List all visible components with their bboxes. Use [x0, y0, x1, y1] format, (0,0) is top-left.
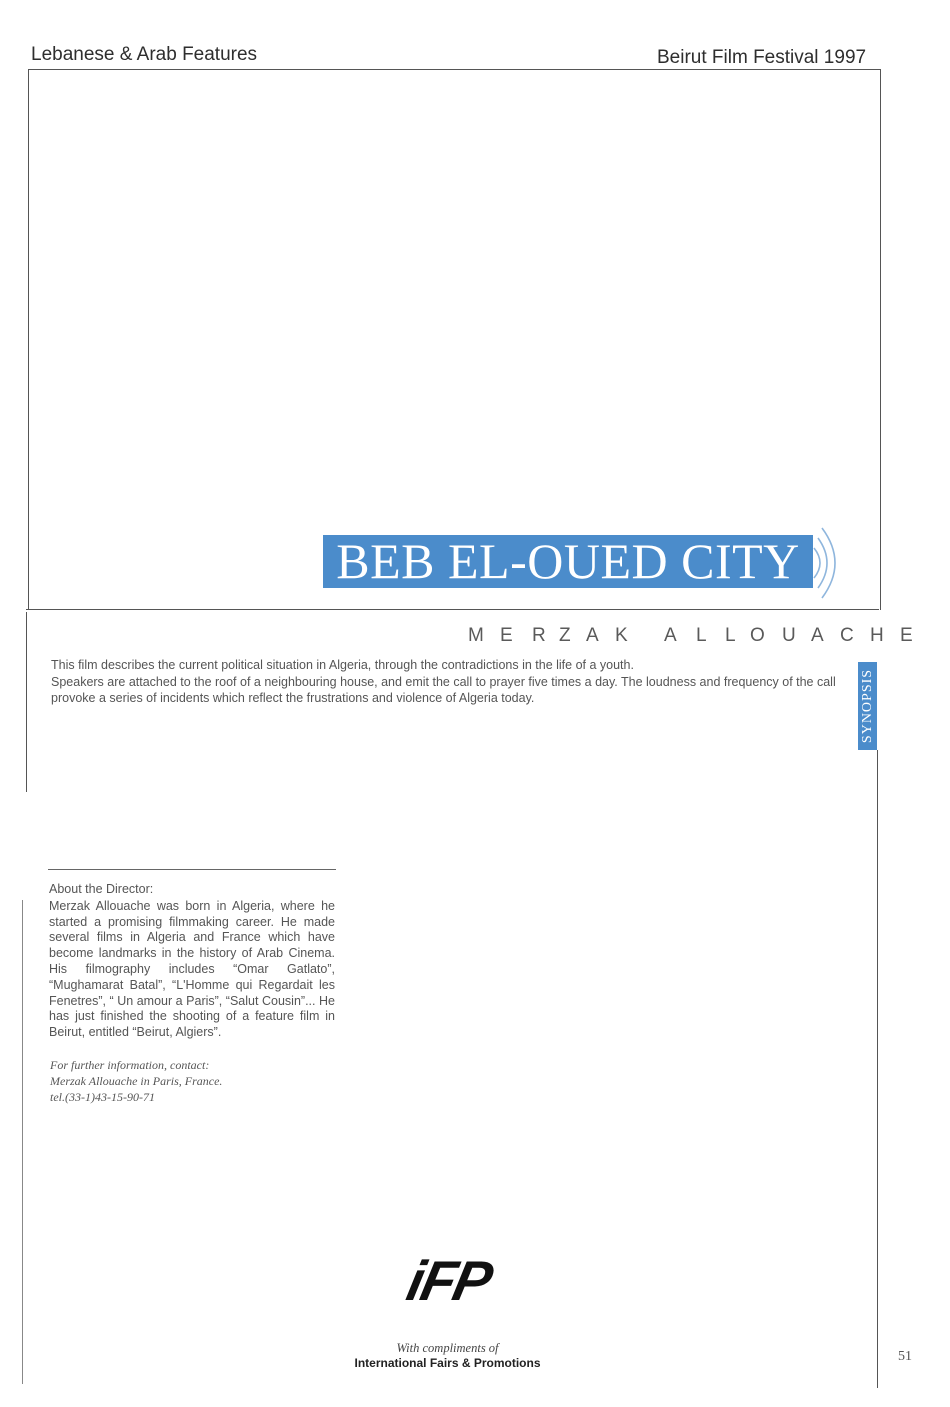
contact-line: tel.(33-1)43-15-90-71	[50, 1090, 155, 1104]
about-director	[49, 882, 335, 1041]
contact-line: Merzak Allouache in Paris, France.	[50, 1074, 223, 1088]
about-divider	[48, 869, 336, 870]
about-body: Merzak Allouache was born in Algeria, where he started a promising filmmaking career. He made several films in Algeria and France which have become landmarks in the history of Arab Cinema. His filmography includes “Omar Gatlato”, “Mughamarat Batal”, “L'Homme qui Regardait les Fenetres”, “ Un amour a Paris”, “Salut Cousin”... He has just finished the shooting of a feature film in Beirut, entitled “Beirut, Algiers”.	[49, 898, 335, 1040]
director-letter: H	[870, 625, 884, 646]
section-heading: Lebanese & Arab Features	[31, 44, 258, 65]
left-margin-rule	[22, 900, 23, 1384]
festival-heading: Beirut Film Festival 1997	[657, 47, 867, 68]
header-rule	[28, 69, 881, 70]
contact-line: For further information, contact:	[50, 1058, 210, 1072]
director-letter: E	[900, 625, 913, 646]
photo-frame-bottom	[26, 609, 879, 610]
director-letter: E	[500, 625, 513, 646]
director-letter: L	[696, 625, 707, 646]
film-still-placeholder	[30, 71, 879, 608]
page-number: 51	[898, 1349, 912, 1364]
photo-frame-right	[880, 69, 881, 610]
synopsis-paragraph: This film describes the current political situation in Algeria, through the contradictions in the life of a youth.	[51, 658, 634, 672]
right-margin-rule	[877, 750, 878, 1388]
director-letter: A	[664, 625, 677, 646]
director-letter: M	[468, 625, 484, 646]
director-letter: K	[615, 625, 628, 646]
director-letter: L	[725, 625, 736, 646]
director-letter: A	[586, 625, 599, 646]
film-title: BEB EL-OUED CITY	[323, 535, 813, 588]
synopsis-tab	[858, 662, 877, 750]
sound-waves-icon	[812, 522, 856, 604]
contact-info	[50, 1057, 350, 1105]
sponsor-name: International Fairs & Promotions	[354, 1356, 541, 1370]
director-name	[460, 625, 930, 647]
director-letter: Z	[559, 625, 571, 646]
photo-frame-left	[28, 69, 29, 610]
about-heading: About the Director:	[49, 882, 154, 896]
director-letter: O	[750, 625, 765, 646]
compliments-line: With compliments of	[396, 1341, 499, 1355]
synopsis-paragraph: Speakers are attached to the roof of a neighbouring house, and emit the call to prayer five times a day. The loudness and frequency of the call provoke a series of incidents which reflect the frustrations and violence of Algeria today.	[51, 674, 836, 705]
ifp-logo: iFP	[401, 1249, 497, 1312]
director-letter: U	[782, 625, 796, 646]
director-letter: R	[532, 625, 546, 646]
synopsis-text	[51, 657, 857, 707]
left-margin-rule	[26, 612, 27, 792]
director-letter: A	[811, 625, 824, 646]
director-letter: C	[840, 625, 854, 646]
synopsis-tab-label: SYNOPSIS	[859, 668, 875, 744]
